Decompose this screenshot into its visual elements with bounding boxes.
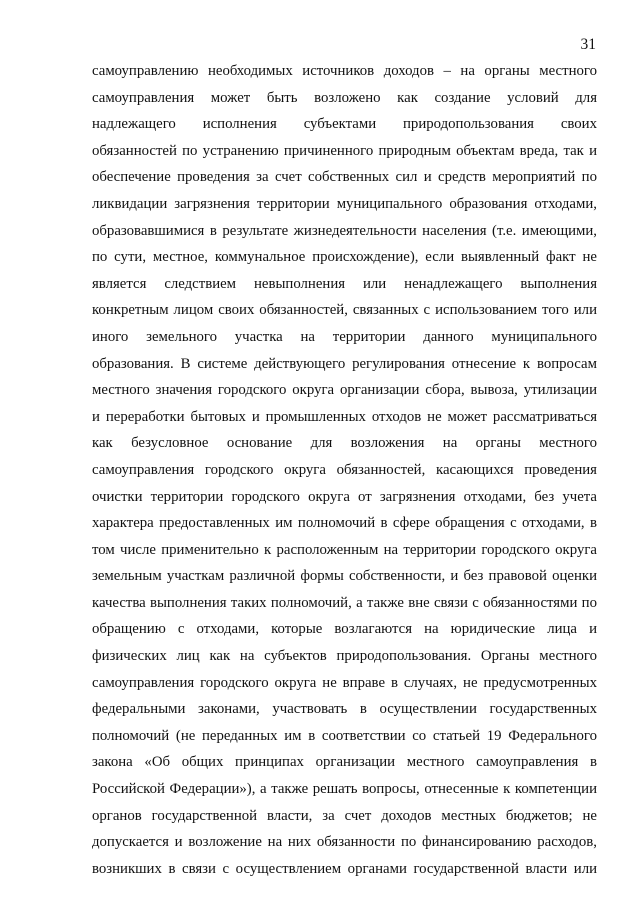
text-line: возникших в связи с осуществлением органами государственной власти или [92,860,597,877]
text-line: самоуправления городского округа обязанностей, касающихся проведения [92,461,597,478]
text-line: полномочий (не переданных им в соответствии со статьей 19 Федерального [92,727,597,744]
text-line: самоуправлению необходимых источников доходов – на органы местного [92,63,597,79]
text-line: местного значения городского округа организации сбора, вывоза, утилизации [92,382,597,399]
text-line: качества выполнения таких полномочий, а также вне связи с обязанностями по [92,594,597,611]
text-line: конкретным лицом своих обязанностей, связанных с использованием того или [92,302,597,319]
text-line: том числе применительно к расположенным на территории городского округа [92,541,597,558]
text-line: очистки территории городского округа от загрязнения отходами, без учета [92,488,597,505]
text-line: образования. В системе действующего регулирования отнесение к вопросам [92,355,597,372]
body-text [92,58,597,882]
text-line: самоуправления может быть возложено как создание условий для [92,89,597,106]
text-line: допускается и возложение на них обязанности по финансированию расходов, [92,834,597,851]
text-line: органов государственной власти, за счет доходов местных бюджетов; не [92,807,597,824]
text-line: ликвидации загрязнения территории муниципального образования отходами, [92,195,597,212]
text-line: обращению с отходами, которые возлагаются на юридические лица и [92,621,597,638]
text-line: надлежащего исполнения субъектами природопользования своих [92,116,597,133]
text-line: как безусловное основание для возложения на органы местного [92,435,597,452]
text-line: по сути, местное, коммунальное происхождение), если выявленный факт не [92,249,597,266]
text-line: земельным участкам различной формы собственности, и без правовой оценки [92,568,597,585]
text-line: физических лиц как на субъектов природопользования. Органы местного [92,648,597,665]
text-line: образовавшимися в результате жизнедеятельности населения (т.е. имеющими, [92,222,597,239]
text-line: обеспечение проведения за счет собственных сил и средств мероприятий по [92,169,597,186]
text-line: является следствием невыполнения или ненадлежащего выполнения [92,275,597,292]
text-line: Российской Федерации»), а также решать вопросы, отнесенные к компетенции [92,781,597,798]
text-line: обязанностей по устранению причиненного природным объектам вреда, так и [92,142,597,159]
text-line: самоуправления городского округа не вправе в случаях, не предусмотренных [92,674,597,691]
text-line: характера предоставленных им полномочий в сфере обращения с отходами, в [92,515,597,532]
page-number: 31 [580,36,596,53]
text-line: и переработки бытовых и промышленных отходов не может рассматриваться [92,408,597,425]
text-line: иного земельного участка на территории данного муниципального [92,328,597,345]
text-line: закона «Об общих принципах организации местного самоуправления в [92,754,597,771]
text-line: федеральными законами, участвовать в осуществлении государственных [92,701,597,718]
